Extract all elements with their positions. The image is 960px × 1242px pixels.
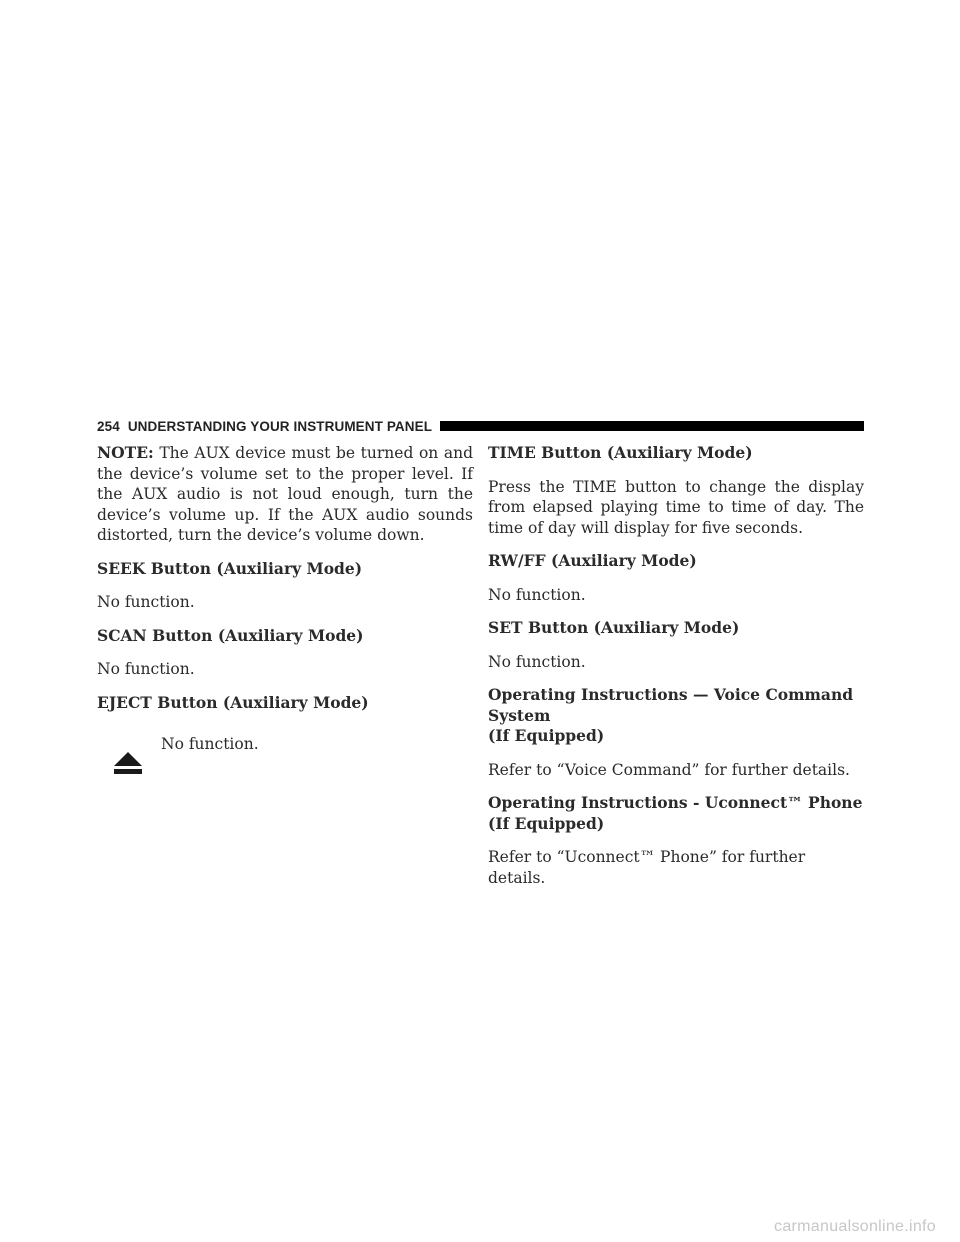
phone-heading — [488, 793, 864, 834]
voice-command-text: Refer to “Voice Command” for further details. — [488, 760, 850, 779]
eject-heading: EJECT Button (Auxiliary Mode) — [97, 692, 369, 712]
left-column — [97, 443, 473, 775]
right-column — [488, 443, 864, 901]
voice-heading-line1: Operating Instructions — Voice Command System — [488, 685, 854, 725]
note-text: The AUX device must be turned on and the device’s volume set to the proper level. If the AUX audio is not loud enough, turn the device’s volume up. If the AUX audio sounds distorted, turn the device’s volume down. — [97, 444, 473, 544]
header-rule — [440, 421, 864, 431]
set-heading: SET Button (Auxiliary Mode) — [488, 618, 740, 637]
voice-heading-line2: (If Equipped) — [488, 726, 605, 745]
note-label: NOTE: — [97, 443, 154, 462]
phone-heading-line2: (If Equipped) — [488, 813, 605, 833]
rwff-heading: RW/FF (Auxiliary Mode) — [488, 551, 697, 570]
eject-icon — [113, 751, 143, 775]
watermark: carmanualsonline.info — [774, 1218, 936, 1235]
eject-text: No function. — [161, 735, 259, 753]
eject-row — [97, 734, 473, 775]
scan-text: No function. — [97, 660, 195, 678]
time-text: Press the TIME button to change the display from elapsed playing time to time of day. The time of day will display for five seconds. — [488, 477, 864, 537]
section-title: UNDERSTANDING YOUR INSTRUMENT PANEL — [127, 418, 433, 434]
phone-heading-line1: Operating Instructions - Uconnect™ Phone — [488, 793, 863, 812]
page-number: 254 — [97, 418, 120, 434]
seek-text: No function. — [97, 593, 195, 611]
set-text: No function. — [488, 652, 586, 671]
rwff-text: No function. — [488, 585, 586, 604]
seek-heading: SEEK Button (Auxiliary Mode) — [97, 558, 363, 578]
voice-command-heading — [488, 685, 864, 747]
page-header — [97, 417, 864, 435]
scan-heading: SCAN Button (Auxiliary Mode) — [97, 625, 364, 645]
note-paragraph — [97, 443, 473, 546]
phone-text: Refer to “Uconnect™ Phone” for further details. — [488, 848, 806, 887]
time-heading: TIME Button (Auxiliary Mode) — [488, 443, 753, 462]
